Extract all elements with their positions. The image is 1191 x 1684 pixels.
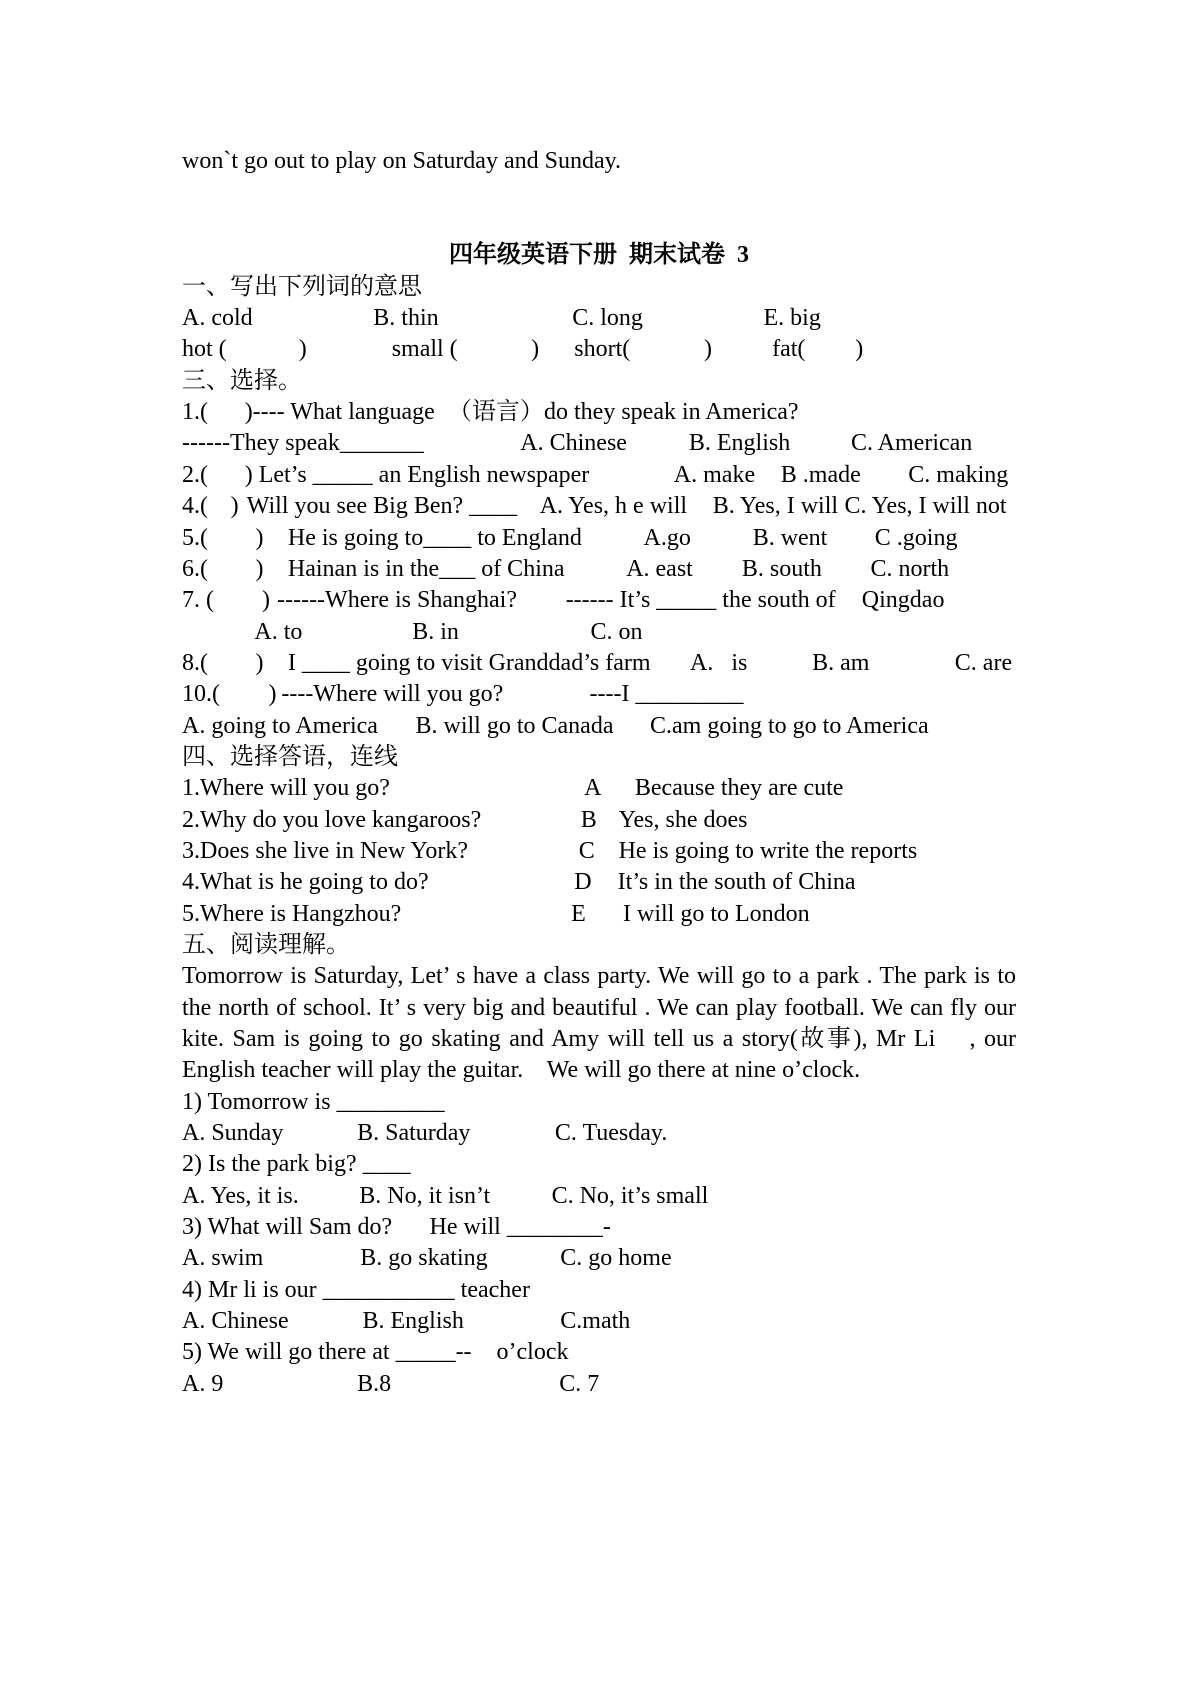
reading-q1-option-c: C. Tuesday. xyxy=(554,1120,668,1147)
part4-heading: 四、选择答语，连线 xyxy=(182,743,398,770)
passage-line: Tomorrow is Saturday, Let’ s have a class party. We will go to a park . The park is to xyxy=(182,963,1016,990)
passage-line: kite. Sam is going to go skating and Amy will tell us a story(故事), Mr Li , our xyxy=(182,1026,1016,1053)
exam-title: 四年级英语下册 期末试卷 3 xyxy=(449,242,749,269)
blank-close-paren: ) xyxy=(298,336,307,363)
part1-blanks xyxy=(182,334,1016,365)
q4-option-c: C. Yes, I will not xyxy=(844,493,1007,520)
reading-q2: 2) Is the park big? ____ xyxy=(182,1151,411,1178)
q7-option-b: B. in xyxy=(412,618,459,645)
passage-line: English teacher will play the guitar. We will go there at nine o’clock. xyxy=(182,1057,861,1084)
q2-close-paren: ) xyxy=(244,461,253,488)
match-question: 3.Does she live in New York? xyxy=(182,837,468,864)
q2-number: 2.( xyxy=(182,461,208,488)
q7-close-paren: ) xyxy=(262,587,270,614)
reading-q3-stem-end: He will ________- xyxy=(429,1214,611,1241)
q1-stem-end: do they speak in America? xyxy=(544,399,799,426)
q1-option-b: B. English xyxy=(688,430,791,457)
q10-option-a: A. going to America xyxy=(182,712,378,739)
q5-number: 5.( xyxy=(182,524,208,551)
match-row xyxy=(182,867,1016,898)
blank-space xyxy=(182,178,1016,241)
q8-option-b: B. am xyxy=(812,649,870,676)
q7-reply: ------ It’s _____ the south of xyxy=(565,587,836,614)
reading-q4-option-c: C.math xyxy=(560,1308,631,1335)
match-answer: I will go to London xyxy=(623,900,810,927)
reading-q1-option-b: B. Saturday xyxy=(357,1120,471,1147)
q7-option-c: C. on xyxy=(590,618,643,645)
part1-heading: 一、写出下列词的意思 xyxy=(182,273,422,300)
q2-option-c: C. making xyxy=(908,461,1009,488)
blank-word-hot: hot ( xyxy=(182,336,227,363)
q10-option-b: B. will go to Canada xyxy=(415,712,614,739)
blank-word-short: short( xyxy=(574,336,631,363)
q1-reply-line xyxy=(182,428,1016,459)
match-letter: D xyxy=(574,869,592,896)
q8-option-c: C. are xyxy=(954,649,1013,676)
q1-option-c: C. American xyxy=(851,430,973,457)
blank-close-paren: ) xyxy=(704,336,712,363)
q10-reply: ----I _________ xyxy=(589,681,744,708)
reading-q1: 1) Tomorrow is _________ xyxy=(182,1088,445,1115)
page-content xyxy=(182,146,1016,1400)
match-answer: He is going to write the reports xyxy=(618,837,918,864)
reading-q3-option-a: A. swim xyxy=(182,1245,264,1272)
passage-line: the north of school. It’ s very big and beautiful . We can play football. We can fly our xyxy=(182,994,1016,1021)
reading-q2-option-c: C. No, it’s small xyxy=(551,1182,709,1209)
reading-q2-options xyxy=(182,1181,1016,1212)
part1-option-c: C. long xyxy=(572,305,643,332)
reading-q5-stem-end: o’clock xyxy=(496,1339,569,1366)
reading-q3-option-b: B. go skating xyxy=(360,1245,488,1272)
q5-option-b: B. went xyxy=(752,524,828,551)
match-row xyxy=(182,899,1016,930)
reading-q1-option-a: A. Sunday xyxy=(182,1120,284,1147)
blank-close-paren: ) xyxy=(531,336,540,363)
q2-option-b: B .made xyxy=(780,461,861,488)
q6-option-b: B. south xyxy=(741,555,822,582)
q7-options xyxy=(182,617,1016,648)
q8-close-paren: ) xyxy=(255,649,264,676)
q1-number: 1.( xyxy=(182,399,208,426)
match-row xyxy=(182,836,1016,867)
q4-close-paren: ) xyxy=(230,493,239,520)
reading-q5-option-a: A. 9 xyxy=(182,1370,224,1397)
q8-number: 8.( xyxy=(182,649,208,676)
q6-line xyxy=(182,554,1016,585)
match-answer: It’s in the south of China xyxy=(617,869,856,896)
match-answer: Because they are cute xyxy=(634,775,844,802)
q5-line xyxy=(182,523,1016,554)
q4-line xyxy=(182,491,1016,522)
q1-line xyxy=(182,397,1016,428)
q5-option-a: A.go xyxy=(643,524,691,551)
part1-option-e: E. big xyxy=(763,305,821,332)
reading-q5-stem: 5) We will go there at _____-- xyxy=(182,1339,472,1366)
reading-q2-option-b: B. No, it isn’t xyxy=(359,1182,491,1209)
match-row xyxy=(182,773,1016,804)
part3-heading: 三、选择。 xyxy=(182,367,302,394)
match-letter: A xyxy=(584,775,602,802)
q1-reply: ------They speak_______ xyxy=(182,430,424,457)
part5-heading: 五、阅读理解。 xyxy=(182,931,350,958)
q7-line xyxy=(182,585,1016,616)
part1-options xyxy=(182,303,1016,334)
q2-option-a: A. make xyxy=(673,461,756,488)
q1-option-a: A. Chinese xyxy=(520,430,627,457)
continued-text: won`t go out to play on Saturday and Sunday. xyxy=(182,148,622,175)
part1-option-a: A. cold xyxy=(182,305,253,332)
reading-q4-option-b: B. English xyxy=(362,1308,464,1335)
q10-options xyxy=(182,711,1016,742)
q2-line xyxy=(182,460,1016,491)
q5-close-paren: ) xyxy=(255,524,264,551)
q10-option-c: C.am going to go to America xyxy=(650,712,929,739)
match-answer: Yes, she does xyxy=(618,806,748,833)
reading-q4-option-a: A. Chinese xyxy=(182,1308,289,1335)
blank-word-small: small ( xyxy=(391,336,458,363)
reading-q5-options xyxy=(182,1369,1016,1400)
q7-reply-end: Qingdao xyxy=(861,587,945,614)
match-letter: C xyxy=(578,837,595,864)
q8-option-a: A. is xyxy=(690,649,748,676)
reading-q3-options xyxy=(182,1243,1016,1274)
blank-close-paren: ) xyxy=(855,336,864,363)
q5-stem: He is going to____ to England xyxy=(287,524,582,551)
q1-gloss: （语言） xyxy=(447,399,544,426)
q7-stem: ------Where is Shanghai? xyxy=(277,587,517,614)
q4-option-b: B. Yes, I will xyxy=(712,493,839,520)
q4-stem: Will you see Big Ben? ____ xyxy=(246,493,518,520)
reading-q2-option-a: A. Yes, it is. xyxy=(182,1182,299,1209)
q6-option-a: A. east xyxy=(626,555,693,582)
reading-q3 xyxy=(182,1212,1016,1243)
match-letter: B xyxy=(580,806,597,833)
q1-stem: )---- What language xyxy=(244,399,435,426)
match-question: 4.What is he going to do? xyxy=(182,869,429,896)
q6-number: 6.( xyxy=(182,555,208,582)
part1-option-b: B. thin xyxy=(373,305,439,332)
q6-option-c: C. north xyxy=(870,555,950,582)
q4-option-a: A. Yes, h e will xyxy=(539,493,688,520)
reading-q4: 4) Mr li is our ___________ teacher xyxy=(182,1276,530,1303)
match-row xyxy=(182,805,1016,836)
match-question: 2.Why do you love kangaroos? xyxy=(182,806,482,833)
blank-word-fat: fat( xyxy=(772,336,806,363)
reading-q1-options xyxy=(182,1118,1016,1149)
q10-stem: ----Where will you go? xyxy=(281,681,504,708)
reading-q3-stem: 3) What will Sam do? xyxy=(182,1214,393,1241)
q6-stem: Hainan is in the___ of China xyxy=(287,555,565,582)
match-question: 5.Where is Hangzhou? xyxy=(182,900,402,927)
q8-line xyxy=(182,648,1016,679)
reading-q5-option-c: C. 7 xyxy=(559,1370,600,1397)
q10-close-paren: ) xyxy=(268,681,277,708)
reading-q5 xyxy=(182,1337,1016,1368)
q7-option-a: A. to xyxy=(254,618,303,645)
reading-q4-options xyxy=(182,1306,1016,1337)
match-letter: E xyxy=(571,900,586,927)
q7-number: 7. ( xyxy=(182,587,214,614)
q10-number: 10.( xyxy=(182,681,220,708)
q10-line xyxy=(182,679,1016,710)
q8-stem: I ____ going to visit Granddad’s farm xyxy=(287,649,651,676)
reading-q3-option-c: C. go home xyxy=(560,1245,672,1272)
q5-option-c: C .going xyxy=(874,524,958,551)
q6-close-paren: ) xyxy=(255,555,264,582)
reading-q5-option-b: B.8 xyxy=(357,1370,392,1397)
q2-stem: Let’s _____ an English newspaper xyxy=(258,461,590,488)
q4-number: 4.( xyxy=(182,493,208,520)
match-question: 1.Where will you go? xyxy=(182,775,390,802)
